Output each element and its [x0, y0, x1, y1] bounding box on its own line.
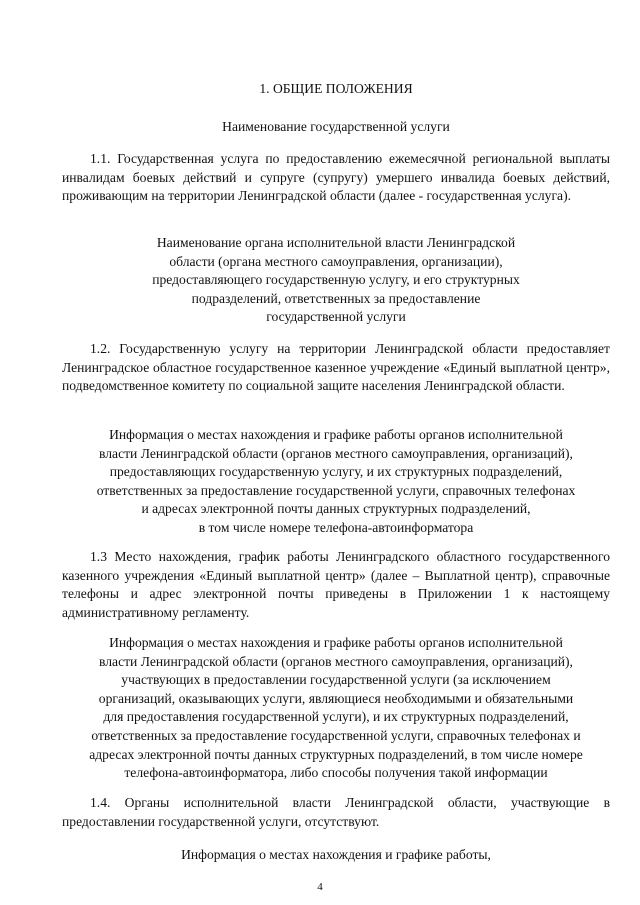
heading-line: организаций, оказывающих услуги, являющиеся необходимыми и обязательными	[98, 690, 574, 706]
heading-line: телефона-автоинформатора, либо способы получения такой информации	[124, 765, 548, 781]
heading-locations-continued: Информация о местах нахождения и графике работы,	[181, 847, 491, 862]
heading-line: Информация о местах нахождения и графике работы органов исполнительной	[109, 635, 563, 650]
heading-line: участвующих в предоставлении государственной услуги (за исключением	[121, 672, 551, 688]
heading-line: власти Ленинградской области (органов местного самоуправления, организаций),	[99, 653, 573, 669]
heading-line: адресах электронной почты данных структурных подразделений, в том числе номере	[89, 746, 583, 762]
paragraph-1-2: 1.2. Государственную услугу на территории Ленинградской области предоставляет Ленинградское областное государственное казенное учреждение «Единый выплатной центр», подведомственное комитету по социальной защите населения Ленинградской области.	[62, 341, 610, 394]
page-number: 4	[317, 881, 323, 893]
heading-line: государственной услуги	[266, 309, 406, 325]
heading-service-name: Наименование государственной услуги	[222, 119, 450, 134]
paragraph-1-4: 1.4. Органы исполнительной власти Ленинградской области, участвующие в предоставлении государственной услуги, отсутствуют.	[62, 795, 610, 829]
heading-line: ответственных за предоставление государственной услуги, справочных телефонах и	[91, 727, 581, 743]
heading-line: для предоставления государственной услуги), и их структурных подразделений,	[103, 709, 569, 725]
heading-line: предоставляющих государственную услугу, и их структурных подразделений,	[109, 464, 563, 480]
paragraph-1-1: 1.1. Государственная услуга по предоставлению ежемесячной региональной выплаты инвалидам боевых действий и супруге (супругу) умершего инвалида боевых действий, проживающим на территории Ленинградской области (далее - государственная услуга).	[62, 151, 610, 204]
section-title: 1. ОБЩИЕ ПОЛОЖЕНИЯ	[259, 81, 413, 96]
heading-locations-providers	[62, 426, 610, 538]
heading-authority	[62, 234, 610, 327]
heading-line: области (органа местного самоуправления, организации),	[169, 253, 503, 269]
heading-line: Наименование органа исполнительной власти Ленинградской	[156, 235, 516, 250]
heading-line: в том числе номере телефона-автоинформатора	[198, 519, 474, 535]
heading-line: ответственных за предоставление государственной услуги, справочных телефонах	[96, 482, 576, 498]
heading-line: власти Ленинградской области (органов местного самоуправления, организаций),	[99, 445, 573, 461]
heading-line: предоставляющего государственную услугу, и его структурных	[152, 272, 520, 288]
heading-line: Информация о местах нахождения и графике работы органов исполнительной	[109, 427, 563, 442]
heading-line: подразделений, ответственных за предоставление	[191, 290, 481, 306]
paragraph-1-3: 1.3 Место нахождения, график работы Ленинградского областного государственного казенного учреждения «Единый выплатной центр» (далее – Выплатной центр), справочные телефоны и адрес электронной почты приведены в Приложении 1 к настоящему административному регламенту.	[62, 549, 610, 620]
heading-line: и адресах электронной почты данных структурных подразделений,	[141, 501, 531, 517]
heading-locations-participants	[62, 634, 610, 783]
